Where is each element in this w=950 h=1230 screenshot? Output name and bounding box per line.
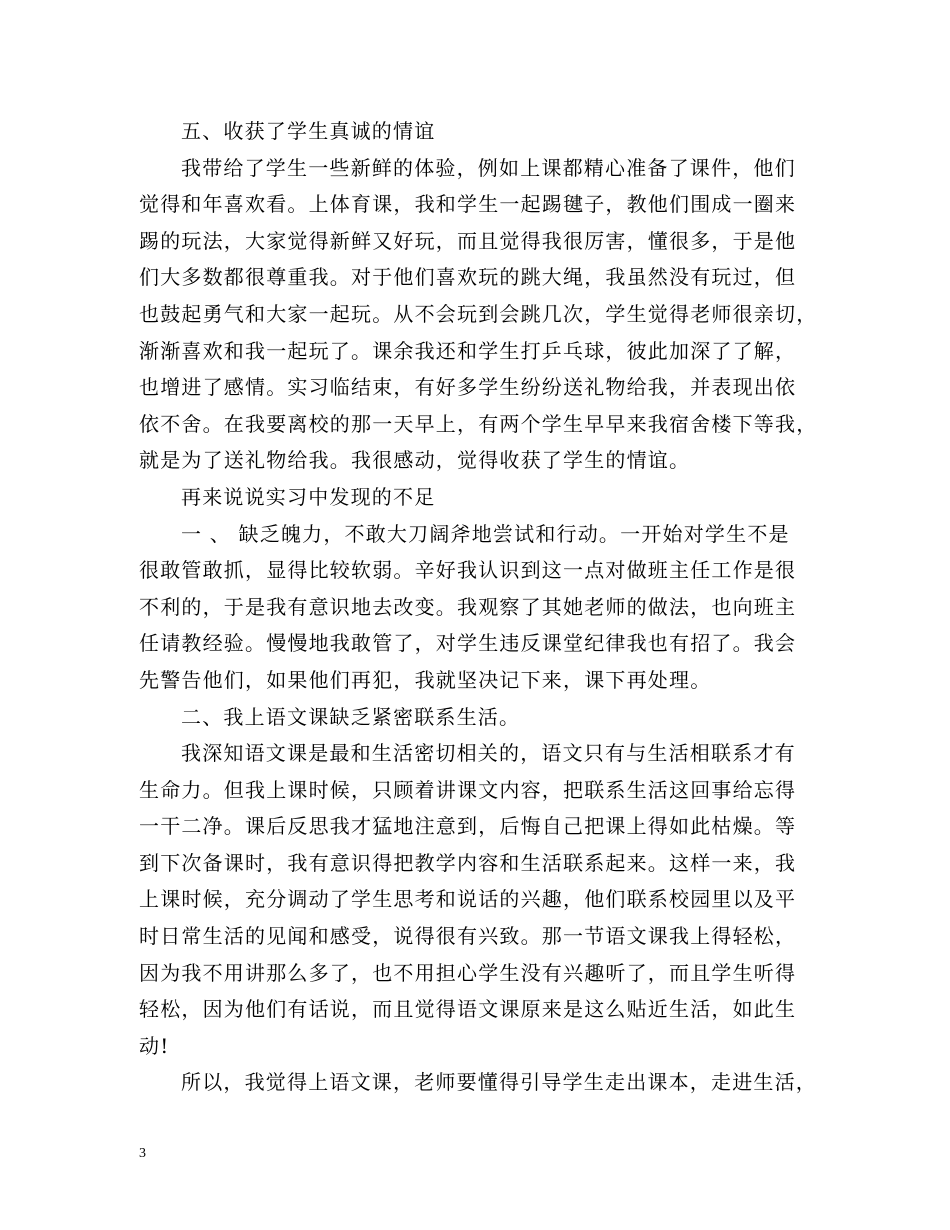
- text-line: 轻松，因为他们有话说，而且觉得语文课原来是这么贴近生活，如此生: [139, 997, 797, 1022]
- text-line: 五、收获了学生真诚的情谊: [181, 119, 436, 143]
- text-line: 任请教经验。慢慢地我敢管了，对学生违反课堂纪律我也有招了。我会: [139, 631, 797, 656]
- text-line: 所以，我觉得上语文课，老师要懂得引导学生走出课本，走进生活，: [181, 1070, 817, 1095]
- text-line: 觉得和年喜欢看。上体育课，我和学生一起踢毽子，教他们围成一圈来: [139, 192, 797, 217]
- page-number: 3: [139, 1146, 146, 1161]
- text-line: 依不舍。在我要离校的那一天早上，有两个学生早早来我宿舍楼下等我，: [139, 411, 818, 436]
- text-line: 时日常生活的见闻和感受，说得很有兴致。那一节语文课我上得轻松，: [139, 924, 797, 949]
- text-line: 很敢管敢抓，显得比较软弱。辛好我认识到这一点对做班主任工作是很: [139, 558, 797, 583]
- text-line: 也鼓起勇气和大家一起玩。从不会玩到会跳几次，学生觉得老师很亲切，: [139, 301, 818, 326]
- text-line: 再来说说实习中发现的不足: [181, 484, 436, 509]
- text-line: 们大多数都很尊重我。对于他们喜欢玩的跳大绳，我虽然没有玩过，但: [139, 265, 797, 290]
- text-line: 先警告他们，如果他们再犯，我就坚决记下来，课下再处理。: [139, 667, 712, 692]
- text-line: 一 、 缺乏魄力，不敢大刀阔斧地尝试和行动。一开始对学生不是: [181, 521, 790, 546]
- text-line: 就是为了送礼物给我。我很感动，觉得收获了学生的情谊。: [139, 448, 691, 473]
- text-line: 到下次备课时，我有意识得把教学内容和生活联系起来。这样一来，我: [139, 850, 797, 875]
- text-line: 我深知语文课是最和生活密切相关的，语文只有与生活相联系才有: [181, 741, 796, 766]
- text-line: 动!: [139, 1033, 170, 1058]
- text-line: 踢的玩法，大家觉得新鲜又好玩，而且觉得我很厉害，懂很多，于是他: [139, 228, 797, 253]
- text-line: 也增进了感情。实习临结束，有好多学生纷纷送礼物给我，并表现出依: [139, 375, 797, 400]
- text-line: 渐渐喜欢和我一起玩了。课余我还和学生打乒乓球，彼此加深了了解，: [139, 338, 797, 363]
- text-line: 我带给了学生一些新鲜的体验，例如上课都精心准备了课件，他们: [181, 155, 796, 180]
- document-body: [139, 113, 829, 1101]
- text-line: 不利的，于是我有意识地去改变。我观察了其她老师的做法，也向班主: [139, 594, 797, 619]
- text-line: 因为我不用讲那么多了，也不用担心学生没有兴趣听了，而且学生听得: [139, 960, 797, 985]
- text-line: 一干二净。课后反思我才猛地注意到，后悔自己把课上得如此枯燥。等: [139, 814, 797, 839]
- text-line: 生命力。但我上课时候，只顾着讲课文内容，把联系生活这回事给忘得: [139, 777, 797, 802]
- text-line: 二、我上语文课缺乏紧密联系生活。: [181, 704, 521, 729]
- text-line: 上课时候，充分调动了学生思考和说话的兴趣，他们联系校园里以及平: [139, 887, 797, 912]
